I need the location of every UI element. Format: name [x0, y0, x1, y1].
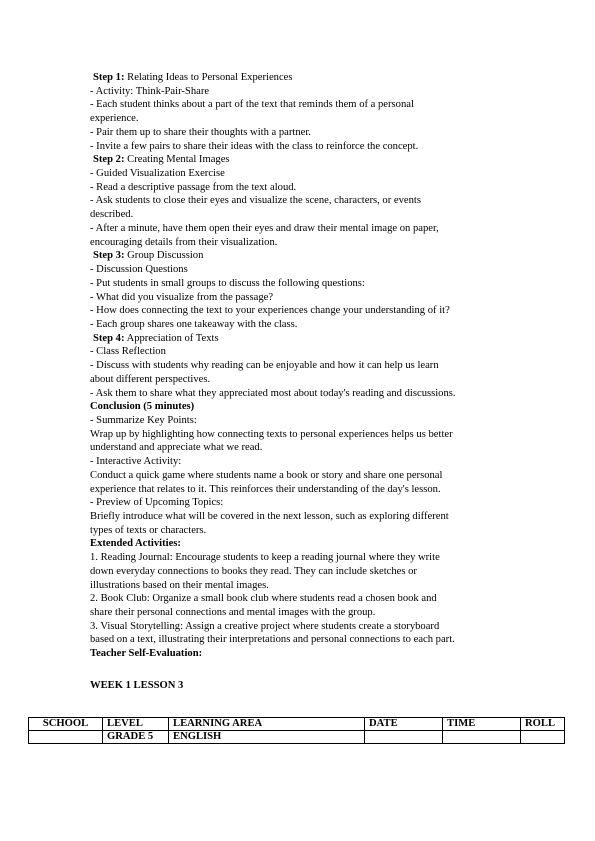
body-line	[90, 620, 510, 634]
body-line	[90, 510, 510, 524]
body-line	[90, 359, 510, 373]
table-row	[29, 731, 565, 744]
body-line	[90, 483, 510, 497]
body-line	[90, 579, 510, 593]
heading-label: Extended Activities:	[90, 538, 181, 550]
body-line	[90, 387, 510, 401]
body-line	[90, 414, 510, 428]
section-heading	[90, 71, 510, 85]
line-text: - Preview of Upcoming Topics:	[90, 497, 224, 509]
cell-learning-area: ENGLISH	[169, 731, 365, 744]
body-line	[90, 222, 510, 236]
body-line	[90, 565, 510, 579]
line-text: down everyday connections to books they read. They can include sketches or	[90, 565, 417, 577]
section-heading	[90, 647, 510, 661]
line-text: Relating Ideas to Personal Experiences	[124, 72, 293, 83]
header-level: LEVEL	[103, 718, 169, 731]
header-time: TIME	[443, 718, 521, 731]
lesson-body	[90, 71, 510, 661]
body-line	[90, 606, 510, 620]
line-text: - Guided Visualization Exercise	[90, 168, 225, 180]
line-text: - Summarize Key Points:	[90, 414, 197, 426]
body-line	[90, 633, 510, 647]
line-text: about different perspectives.	[90, 373, 211, 385]
line-text: experience that relates to it. This reinforces their understanding of the day's lesson.	[90, 483, 441, 495]
body-line	[90, 428, 510, 442]
line-text: - Activity: Think-Pair-Share	[90, 85, 210, 97]
line-text: based on a text, illustrating their interpretations and personal connections to each part.	[90, 634, 455, 646]
body-line	[90, 181, 510, 195]
body-line	[90, 455, 510, 469]
header-roll: ROLL	[521, 718, 565, 731]
body-line	[90, 98, 510, 112]
line-text: - Discuss with students why reading can be enjoyable and how it can help us learn	[90, 360, 439, 372]
line-text: types of texts or characters.	[90, 524, 207, 536]
body-line	[90, 304, 510, 318]
line-text: understand and appreciate what we read.	[90, 442, 263, 454]
line-text: - Interactive Activity:	[90, 456, 182, 468]
body-line	[90, 524, 510, 538]
line-text: - Class Reflection	[90, 346, 166, 358]
line-text: experience.	[90, 113, 139, 125]
body-line	[90, 277, 510, 291]
body-line	[90, 194, 510, 208]
line-text: - Each group shares one takeaway with the class.	[90, 318, 298, 330]
body-line	[90, 469, 510, 483]
section-heading	[90, 249, 510, 263]
line-text: Briefly introduce what will be covered in the next lesson, such as exploring different	[90, 511, 449, 522]
body-line	[90, 85, 510, 99]
body-line	[90, 140, 510, 154]
week-lesson-heading: WEEK 1 LESSON 3	[90, 680, 184, 691]
line-text: - Read a descriptive passage from the text aloud.	[90, 181, 297, 193]
body-line	[90, 208, 510, 222]
lesson-info-table	[28, 717, 565, 744]
header-school: SCHOOL	[29, 718, 103, 731]
line-text: 3. Visual Storytelling: Assign a creative project where students create a storyboard	[90, 620, 440, 632]
body-line	[90, 112, 510, 126]
section-heading	[90, 400, 510, 414]
line-text: Creating Mental Images	[124, 154, 230, 166]
line-text: - Ask them to share what they appreciated most about today's reading and discussions.	[90, 387, 456, 399]
line-text: Conduct a quick game where students name a book or story and share one personal	[90, 469, 443, 481]
line-text: - Put students in small groups to discuss the following questions:	[90, 277, 365, 289]
section-heading	[90, 153, 510, 167]
cell-level: GRADE 5	[103, 731, 169, 744]
body-line	[90, 167, 510, 181]
cell-roll	[521, 731, 565, 744]
body-line	[90, 236, 510, 250]
heading-label: Step 4:	[93, 332, 125, 344]
body-line	[90, 551, 510, 565]
line-text: illustrations based on their mental images.	[90, 579, 269, 591]
body-line	[90, 126, 510, 140]
section-heading	[90, 537, 510, 551]
line-text: - Pair them up to share their thoughts with a partner.	[90, 126, 311, 138]
cell-school	[29, 731, 103, 744]
section-heading	[90, 332, 510, 346]
line-text: - Invite a few pairs to share their ideas with the class to reinforce the concept.	[90, 140, 419, 152]
line-text: - Discussion Questions	[90, 264, 188, 276]
heading-label: Teacher Self-Evaluation:	[90, 648, 203, 660]
body-line	[90, 373, 510, 387]
cell-time	[443, 731, 521, 744]
line-text: Group Discussion	[124, 250, 204, 262]
body-line	[90, 345, 510, 359]
line-text: share their personal connections and mental images with the group.	[90, 607, 376, 619]
header-learning-area: LEARNING AREA	[169, 718, 365, 731]
line-text: described.	[90, 209, 134, 221]
body-line	[90, 291, 510, 305]
table-header-row	[29, 718, 565, 731]
line-text: Wrap up by highlighting how connecting texts to personal experiences helps us better	[90, 428, 453, 440]
line-text: 1. Reading Journal: Encourage students to keep a reading journal where they write	[90, 552, 440, 564]
cell-date	[365, 731, 443, 744]
body-line	[90, 592, 510, 606]
line-text: - Ask students to close their eyes and visualize the scene, characters, or events	[90, 195, 421, 207]
heading-label: Step 3:	[93, 250, 125, 262]
body-line	[90, 263, 510, 277]
body-line	[90, 441, 510, 455]
line-text: - How does connecting the text to your experiences change your understanding of it?	[90, 305, 450, 317]
line-text: 2. Book Club: Organize a small book club where students read a chosen book and	[90, 593, 437, 605]
heading-label: Step 2:	[93, 154, 125, 166]
body-line	[90, 496, 510, 510]
header-date: DATE	[365, 718, 443, 731]
heading-label: Conclusion (5 minutes)	[90, 401, 195, 413]
line-text: - After a minute, have them open their eyes and draw their mental image on paper,	[90, 222, 439, 234]
heading-label: Step 1:	[93, 72, 125, 83]
line-text: encouraging details from their visualization.	[90, 236, 278, 248]
body-line	[90, 318, 510, 332]
line-text: Appreciation of Texts	[124, 332, 219, 344]
line-text: - What did you visualize from the passage?	[90, 291, 274, 303]
line-text: - Each student thinks about a part of the text that reminds them of a personal	[90, 99, 414, 111]
